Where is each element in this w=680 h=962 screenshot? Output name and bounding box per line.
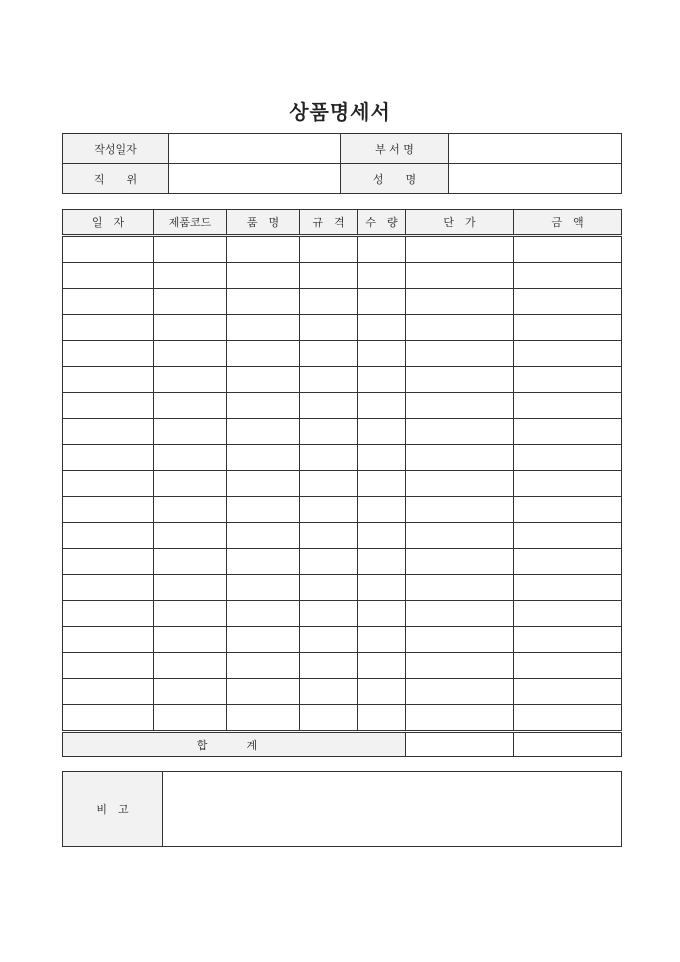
product-name-cell[interactable]	[227, 679, 300, 705]
amount-cell[interactable]	[514, 341, 622, 367]
quantity-cell[interactable]	[358, 263, 406, 289]
product-code-cell[interactable]	[154, 367, 227, 393]
quantity-cell[interactable]	[358, 315, 406, 341]
amount-cell[interactable]	[514, 315, 622, 341]
spec-cell[interactable]	[300, 236, 358, 263]
table-row	[63, 263, 622, 289]
quantity-cell[interactable]	[358, 341, 406, 367]
spec-cell[interactable]	[300, 601, 358, 627]
amount-cell[interactable]	[514, 471, 622, 497]
spec-cell[interactable]	[300, 653, 358, 679]
dept-field[interactable]	[449, 134, 622, 164]
product-code-cell[interactable]	[154, 653, 227, 679]
date-cell[interactable]	[63, 419, 154, 445]
col-header-product-name: 품 명	[227, 210, 300, 236]
quantity-cell[interactable]	[358, 601, 406, 627]
unit-price-cell[interactable]	[406, 263, 514, 289]
table-row	[63, 471, 622, 497]
amount-cell[interactable]	[514, 679, 622, 705]
unit-price-cell[interactable]	[406, 367, 514, 393]
product-name-cell[interactable]	[227, 705, 300, 732]
quantity-cell[interactable]	[358, 679, 406, 705]
amount-cell[interactable]	[514, 627, 622, 653]
product-name-cell[interactable]	[227, 575, 300, 601]
quantity-cell[interactable]	[358, 236, 406, 263]
unit-price-cell[interactable]	[406, 315, 514, 341]
quantity-cell[interactable]	[358, 367, 406, 393]
date-cell[interactable]	[63, 679, 154, 705]
product-name-cell[interactable]	[227, 497, 300, 523]
date-cell[interactable]	[63, 549, 154, 575]
col-header-spec: 규 격	[300, 210, 358, 236]
amount-cell[interactable]	[514, 523, 622, 549]
spec-cell[interactable]	[300, 315, 358, 341]
table-row	[63, 575, 622, 601]
product-name-cell[interactable]	[227, 523, 300, 549]
product-code-cell[interactable]	[154, 575, 227, 601]
product-name-cell[interactable]	[227, 263, 300, 289]
table-row	[63, 315, 622, 341]
amount-cell[interactable]	[514, 289, 622, 315]
amount-cell[interactable]	[514, 549, 622, 575]
spec-cell[interactable]	[300, 471, 358, 497]
table-row	[63, 445, 622, 471]
name-field[interactable]	[449, 164, 622, 194]
quantity-cell[interactable]	[358, 419, 406, 445]
unit-price-cell[interactable]	[406, 575, 514, 601]
product-code-cell[interactable]	[154, 315, 227, 341]
position-label: 직 위	[63, 164, 169, 194]
product-code-cell[interactable]	[154, 627, 227, 653]
total-label: 합 계	[63, 732, 406, 757]
unit-price-cell[interactable]	[406, 471, 514, 497]
amount-cell[interactable]	[514, 393, 622, 419]
unit-price-cell[interactable]	[406, 705, 514, 732]
unit-price-cell[interactable]	[406, 341, 514, 367]
table-row	[63, 367, 622, 393]
table-row	[63, 679, 622, 705]
spec-cell[interactable]	[300, 497, 358, 523]
date-cell[interactable]	[63, 315, 154, 341]
table-row	[63, 653, 622, 679]
product-code-cell[interactable]	[154, 523, 227, 549]
unit-price-cell[interactable]	[406, 445, 514, 471]
product-name-cell[interactable]	[227, 471, 300, 497]
product-name-cell[interactable]	[227, 653, 300, 679]
product-code-cell[interactable]	[154, 393, 227, 419]
product-code-cell[interactable]	[154, 549, 227, 575]
quantity-cell[interactable]	[358, 705, 406, 732]
quantity-cell[interactable]	[358, 523, 406, 549]
date-cell[interactable]	[63, 471, 154, 497]
table-row	[63, 523, 622, 549]
total-unit-price-cell[interactable]	[406, 732, 514, 757]
product-code-cell[interactable]	[154, 419, 227, 445]
table-row	[63, 419, 622, 445]
spec-cell[interactable]	[300, 289, 358, 315]
spec-cell[interactable]	[300, 341, 358, 367]
col-header-unit-price: 단 가	[406, 210, 514, 236]
spec-cell[interactable]	[300, 419, 358, 445]
amount-cell[interactable]	[514, 601, 622, 627]
table-row	[63, 341, 622, 367]
date-cell[interactable]	[63, 393, 154, 419]
quantity-cell[interactable]	[358, 627, 406, 653]
product-code-cell[interactable]	[154, 497, 227, 523]
unit-price-cell[interactable]	[406, 289, 514, 315]
date-cell[interactable]	[63, 263, 154, 289]
product-code-cell[interactable]	[154, 601, 227, 627]
date-cell[interactable]	[63, 289, 154, 315]
spec-cell[interactable]	[300, 549, 358, 575]
unit-price-cell[interactable]	[406, 653, 514, 679]
product-name-cell[interactable]	[227, 315, 300, 341]
quantity-cell[interactable]	[358, 445, 406, 471]
col-header-product-code: 제품코드	[154, 210, 227, 236]
product-name-cell[interactable]	[227, 601, 300, 627]
remark-label: 비 고	[63, 772, 163, 847]
spec-cell[interactable]	[300, 445, 358, 471]
position-field[interactable]	[169, 164, 341, 194]
remark-table	[62, 771, 622, 847]
amount-cell[interactable]	[514, 367, 622, 393]
unit-price-cell[interactable]	[406, 549, 514, 575]
table-row	[63, 393, 622, 419]
product-name-cell[interactable]	[227, 367, 300, 393]
unit-price-cell[interactable]	[406, 393, 514, 419]
quantity-cell[interactable]	[358, 497, 406, 523]
unit-price-cell[interactable]	[406, 679, 514, 705]
items-header-row	[63, 210, 622, 236]
date-cell[interactable]	[63, 627, 154, 653]
quantity-cell[interactable]	[358, 575, 406, 601]
product-name-cell[interactable]	[227, 419, 300, 445]
date-cell[interactable]	[63, 653, 154, 679]
spec-cell[interactable]	[300, 679, 358, 705]
product-code-cell[interactable]	[154, 471, 227, 497]
dept-label: 부 서 명	[341, 134, 449, 164]
spec-cell[interactable]	[300, 705, 358, 732]
amount-cell[interactable]	[514, 653, 622, 679]
total-amount-cell[interactable]	[514, 732, 622, 757]
spec-cell[interactable]	[300, 393, 358, 419]
items-table	[62, 209, 622, 757]
date-cell[interactable]	[63, 601, 154, 627]
product-name-cell[interactable]	[227, 236, 300, 263]
table-row	[63, 289, 622, 315]
amount-cell[interactable]	[514, 419, 622, 445]
spec-cell[interactable]	[300, 523, 358, 549]
product-code-cell[interactable]	[154, 236, 227, 263]
spec-cell[interactable]	[300, 263, 358, 289]
info-table	[62, 133, 622, 194]
product-code-cell[interactable]	[154, 679, 227, 705]
date-cell[interactable]	[63, 367, 154, 393]
amount-cell[interactable]	[514, 445, 622, 471]
product-code-cell[interactable]	[154, 445, 227, 471]
date-cell[interactable]	[63, 236, 154, 263]
total-row	[63, 732, 622, 757]
unit-price-cell[interactable]	[406, 601, 514, 627]
quantity-cell[interactable]	[358, 471, 406, 497]
unit-price-cell[interactable]	[406, 523, 514, 549]
date-field[interactable]	[169, 134, 341, 164]
unit-price-cell[interactable]	[406, 419, 514, 445]
name-label: 성 명	[341, 164, 449, 194]
product-name-cell[interactable]	[227, 627, 300, 653]
col-header-date: 일 자	[63, 210, 154, 236]
quantity-cell[interactable]	[358, 393, 406, 419]
quantity-cell[interactable]	[358, 653, 406, 679]
amount-cell[interactable]	[514, 497, 622, 523]
spec-cell[interactable]	[300, 627, 358, 653]
amount-cell[interactable]	[514, 575, 622, 601]
product-name-cell[interactable]	[227, 393, 300, 419]
unit-price-cell[interactable]	[406, 497, 514, 523]
amount-cell[interactable]	[514, 263, 622, 289]
product-name-cell[interactable]	[227, 289, 300, 315]
product-code-cell[interactable]	[154, 341, 227, 367]
spec-cell[interactable]	[300, 575, 358, 601]
unit-price-cell[interactable]	[406, 236, 514, 263]
page-title: 상품명세서	[289, 100, 391, 124]
date-label: 작성일자	[63, 134, 169, 164]
table-row	[63, 601, 622, 627]
date-cell[interactable]	[63, 497, 154, 523]
product-code-cell[interactable]	[154, 263, 227, 289]
spec-cell[interactable]	[300, 367, 358, 393]
product-code-cell[interactable]	[154, 705, 227, 732]
quantity-cell[interactable]	[358, 289, 406, 315]
unit-price-cell[interactable]	[406, 627, 514, 653]
table-row	[63, 705, 622, 732]
col-header-amount: 금 액	[514, 210, 622, 236]
product-code-cell[interactable]	[154, 289, 227, 315]
table-row	[63, 497, 622, 523]
date-cell[interactable]	[63, 445, 154, 471]
product-name-cell[interactable]	[227, 445, 300, 471]
product-name-cell[interactable]	[227, 341, 300, 367]
date-cell[interactable]	[63, 341, 154, 367]
date-cell[interactable]	[63, 705, 154, 732]
remark-field[interactable]	[163, 772, 622, 847]
table-row	[63, 236, 622, 263]
amount-cell[interactable]	[514, 236, 622, 263]
col-header-quantity: 수 량	[358, 210, 406, 236]
table-row	[63, 549, 622, 575]
table-row	[63, 627, 622, 653]
date-cell[interactable]	[63, 575, 154, 601]
date-cell[interactable]	[63, 523, 154, 549]
product-name-cell[interactable]	[227, 549, 300, 575]
amount-cell[interactable]	[514, 705, 622, 732]
quantity-cell[interactable]	[358, 549, 406, 575]
